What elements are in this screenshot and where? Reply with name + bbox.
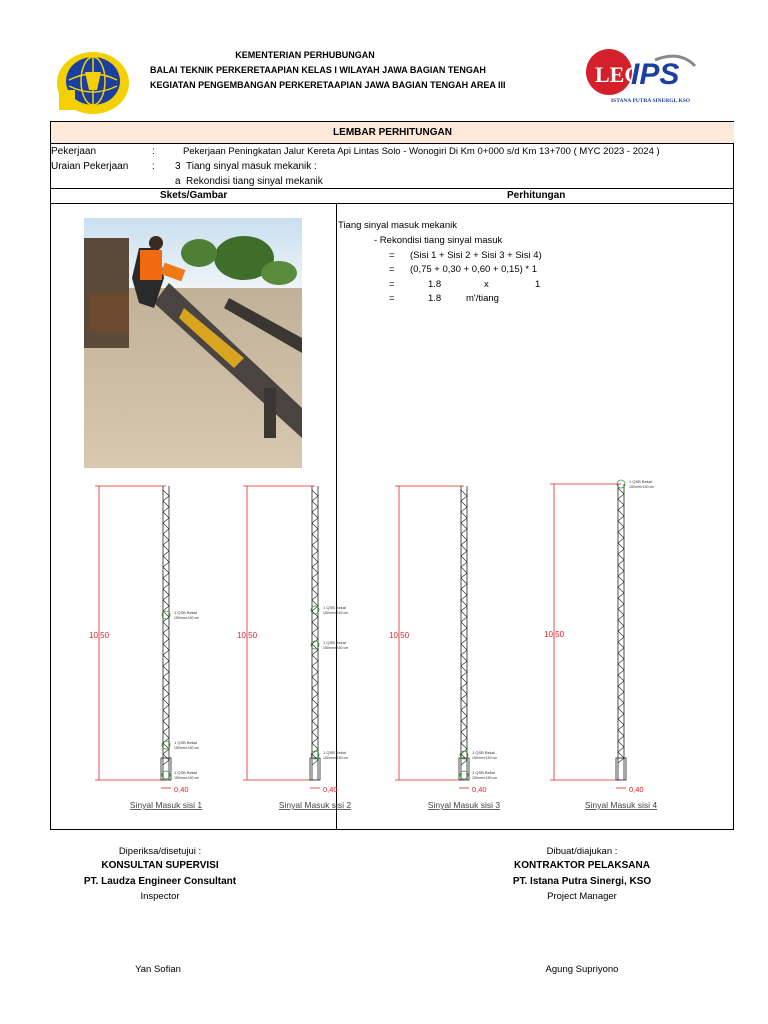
contractor-logo-caption: ISTANA PUTRA SINERGI, KSO [611,98,691,104]
right-signature-title: Project Manager [547,891,617,902]
tower-brace-2 [312,556,318,562]
tower-brace-2 [312,743,318,749]
tower-brace-1 [163,589,169,595]
calc-line-5-a: 1.8 [428,279,442,290]
tower-brace-4 [618,609,624,615]
tower-brace-2 [312,655,318,661]
tower-brace-4 [618,593,624,598]
tower-brace-4 [618,615,624,620]
tower-brace-4 [618,670,624,675]
site-photo [84,218,302,468]
tower-brace-1 [163,573,169,578]
tower-brace-4 [618,758,624,763]
tower-caption-1: Sinyal Masuk sisi 1 [129,800,203,810]
tower-brace-4 [618,494,624,499]
tower-brace-2 [312,721,318,727]
tower-brace-2 [312,710,318,716]
tower-brace-4 [618,560,624,565]
tower-brace-3 [461,633,467,639]
callout-sub-1: 150mm×150 cm [174,616,200,620]
tower-brace-4 [618,741,624,747]
tower-brace-4 [618,703,624,708]
tower-brace-3 [461,622,467,628]
tower-brace-4 [618,642,624,648]
tower-brace-4 [618,675,624,681]
callout-label-1: 1 QSB Bekal [174,740,197,745]
tower-brace-2 [312,595,318,600]
tower-brace-4 [618,631,624,637]
tower-brace-1 [163,562,169,567]
tower-brace-1 [163,529,169,534]
tower-brace-2 [312,727,318,732]
tower-brace-4 [618,527,624,532]
tower-brace-1 [163,666,169,672]
tower-brace-3 [461,573,467,578]
sheet-title: LEMBAR PERHITUNGAN [51,122,734,144]
tower-brace-1 [163,716,169,721]
tower-brace-1 [163,655,169,661]
column-header-sketch: Skets/Gambar [160,190,228,201]
tower-brace-3 [461,589,467,595]
tower-brace-3 [461,677,467,683]
tower-brace-1 [163,732,169,738]
tower-brace-3 [461,496,467,501]
tower-brace-3 [461,540,467,545]
height-label-1: 10,50 [89,631,110,640]
uraian-number: 3 [175,161,181,172]
tower-brace-1 [163,677,169,683]
sub-item-letter: a [175,176,181,187]
tower-brace-3 [461,490,467,496]
callout-sub-2: 150mm×150 cm [323,756,349,760]
tower-brace-4 [618,549,624,554]
tower-brace-4 [618,714,624,719]
height-label-4: 10,50 [544,630,565,639]
tower-brace-3 [461,578,467,584]
callout-sub-1: 150mm×150 cm [174,746,200,750]
base-label-2: 0,40 [323,785,338,794]
tower-brace-4 [618,725,624,730]
tower-brace-3 [461,556,467,562]
tower-brace-1 [163,534,169,540]
tower-brace-2 [312,672,318,677]
tower-brace-4 [618,576,624,582]
tower-brace-1 [163,523,169,529]
tower-brace-3 [461,666,467,672]
tower-brace-4 [618,532,624,538]
tower-brace-2 [312,694,318,699]
svg-text:LEC: LEC [595,62,641,87]
tower-brace-2 [312,534,318,540]
tower-brace-2 [312,589,318,595]
tower-brace-1 [163,600,169,606]
tower-brace-4 [618,587,624,593]
tower-brace-2 [312,677,318,683]
svg-text:IPS: IPS [631,58,680,91]
tower-brace-2 [312,617,318,622]
tower-brace-2 [312,523,318,529]
tower-brace-4 [618,659,624,664]
calc-eq-4: = [389,264,395,275]
tower-brace-3 [461,529,467,534]
tower-brace-2 [312,699,318,705]
tower-brace-4 [618,697,624,703]
tower-brace-1 [163,556,169,562]
tower-brace-3 [461,672,467,677]
callout-label-1: 1 QSB Bekal [174,610,197,615]
tower-brace-1 [163,727,169,732]
tower-brace-3 [461,512,467,518]
tower-brace-1 [163,490,169,496]
tower-base-2 [310,758,320,780]
tower-brace-3 [461,628,467,633]
tower-brace-1 [163,699,169,705]
calc-line-4: (0,75 + 0,30 + 0,60 + 0,15) * 1 [410,264,538,275]
tower-brace-1 [163,672,169,677]
tower-brace-1 [163,705,169,710]
tower-brace-1 [163,760,169,765]
tower-brace-1 [163,754,169,760]
right-signature-role: Dibuat/diajukan : [546,846,618,857]
tower-brace-1 [163,512,169,518]
callout-label-2: 1 QSB Bekal [323,640,346,645]
tower-brace-4 [618,664,624,670]
tower-brace-4 [618,510,624,516]
uraian-label: Uraian Pekerjaan [51,161,129,172]
tower-brace-3 [461,523,467,529]
left-signature-name: Yan Sofian [135,964,181,975]
tower-brace-3 [461,727,467,732]
tower-caption-4: Sinyal Masuk sisi 4 [584,800,658,810]
tower-brace-4 [618,708,624,714]
tower-brace-4 [618,620,624,626]
tower-brace-4 [618,626,624,631]
calc-eq-6: = [389,293,395,304]
tower-brace-4 [618,637,624,642]
calc-line-3: (Sisi 1 + Sisi 2 + Sisi 3 + Sisi 4) [410,250,542,261]
tower-brace-4 [618,499,624,505]
tower-brace-1 [163,683,169,688]
calc-line-2: - Rekondisi tiang sinyal masuk [374,235,503,246]
tower-brace-3 [461,705,467,710]
ministry-logo [55,50,131,116]
callout-sub-4: 150mm×150 cm [629,485,655,489]
callout-sub-3: 150mm×150 cm [472,756,498,760]
tower-brace-3 [461,710,467,716]
tower-brace-2 [312,683,318,688]
tower-brace-4 [618,653,624,659]
tower-brace-3 [461,699,467,705]
callout-sub-1: 150mm×150 cm [174,776,200,780]
tower-brace-1 [163,633,169,639]
tower-brace-1 [163,749,169,754]
tower-brace-1 [163,721,169,727]
calc-line-5-b: 1 [535,279,541,290]
tower-brace-3 [461,562,467,567]
calc-line-6-a: 1.8 [428,293,442,304]
tower-brace-1 [163,738,169,743]
tower-brace-3 [461,716,467,721]
tower-brace-4 [618,648,624,653]
tower-brace-3 [461,584,467,589]
tower-brace-3 [461,551,467,556]
tower-brace-1 [163,688,169,694]
tower-brace-3 [461,617,467,622]
base-label-4: 0,40 [629,785,644,794]
tower-brace-3 [461,518,467,523]
tower-brace-2 [312,633,318,639]
signal-tower-drawings [51,470,734,820]
tower-brace-4 [618,543,624,549]
tower-brace-4 [618,604,624,609]
tower-brace-3 [461,611,467,617]
callout-sub-2: 150mm×150 cm [323,646,349,650]
tower-brace-3 [461,595,467,600]
tower-brace-2 [312,501,318,507]
tower-brace-4 [618,554,624,560]
tower-brace-2 [312,490,318,496]
uraian-colon: : [152,161,155,172]
tower-brace-2 [312,688,318,694]
tower-brace-2 [312,507,318,512]
pekerjaan-value: Pekerjaan Peningkatan Jalur Kereta Api Lintas Solo - Wonogiri Di Km 0+000 s/d Km 13+700 ( MYC 2023 - 2024 ) [183,146,660,157]
tower-brace-1 [163,628,169,633]
tower-brace-3 [461,639,467,644]
tower-brace-2 [312,578,318,584]
pekerjaan-label: Pekerjaan [51,146,97,157]
tower-brace-3 [461,688,467,694]
tower-brace-2 [312,512,318,518]
callout-label-4: 1 QSB Bekal [629,479,652,484]
left-signature-title: Inspector [140,891,180,902]
calc-eq-3: = [389,250,395,261]
column-header-calculation: Perhitungan [507,190,566,201]
tower-brace-3 [461,743,467,749]
tower-brace-4 [618,521,624,527]
tower-brace-4 [618,692,624,697]
tower-brace-2 [312,732,318,738]
tower-brace-1 [163,639,169,644]
tower-brace-4 [618,571,624,576]
tower-brace-2 [312,760,318,765]
tower-brace-2 [312,600,318,606]
tower-brace-1 [163,551,169,556]
calc-line-1: Tiang sinyal masuk mekanik [338,220,457,231]
left-signature-org: KONSULTAN SUPERVISI [101,860,219,871]
tower-caption-2: Sinyal Masuk sisi 2 [278,800,352,810]
tower-brace-1 [163,501,169,507]
tower-brace-2 [312,716,318,721]
callout-label-2: 1 QSB Bekal [323,750,346,755]
left-signature-role: Diperiksa/disetujui : [118,846,202,857]
tower-brace-2 [312,540,318,545]
tower-brace-3 [461,738,467,743]
tower-brace-3 [461,650,467,655]
tower-brace-4 [618,730,624,736]
tower-brace-4 [618,686,624,692]
tower-brace-2 [312,738,318,743]
activity-name: KEGIATAN PENGEMBANGAN PERKERETAAPIAN JAWA BAGIAN TENGAH AREA III [150,80,506,90]
tower-brace-3 [461,545,467,551]
tower-brace-2 [312,545,318,551]
tower-brace-3 [461,606,467,611]
tower-brace-3 [461,644,467,650]
left-signature-company: PT. Laudza Engineer Consultant [83,876,237,887]
right-signature-org: KONTRAKTOR PELAKSANA [514,860,650,871]
right-signature-company: PT. Istana Putra Sinergi, KSO [512,876,652,887]
tower-brace-4 [618,736,624,741]
tower-brace-4 [618,488,624,494]
base-label-3: 0,40 [472,785,487,794]
base-label-1: 0,40 [174,785,189,794]
calc-eq-5: = [389,279,395,290]
tower-brace-2 [312,496,318,501]
tower-brace-1 [163,545,169,551]
tower-brace-4 [618,719,624,725]
tower-brace-1 [163,617,169,622]
tower-brace-3 [461,683,467,688]
tower-brace-2 [312,622,318,628]
tower-brace-3 [461,694,467,699]
tower-brace-3 [461,567,467,573]
tower-brace-3 [461,507,467,512]
tower-brace-4 [618,598,624,604]
tower-brace-1 [163,518,169,523]
office-name: BALAI TEKNIK PERKERETAAPIAN KELAS I WILAYAH JAWA BAGIAN TENGAH [150,65,486,75]
tower-brace-4 [618,565,624,571]
tower-brace-2 [312,567,318,573]
right-signature-name: Agung Supriyono [545,964,619,975]
tower-brace-1 [163,540,169,545]
tower-brace-2 [312,518,318,523]
callout-label-2: 1 QSB Bekal [323,605,346,610]
tower-brace-4 [618,516,624,521]
tower-brace-4 [618,505,624,510]
tower-brace-1 [163,622,169,628]
tower-brace-2 [312,661,318,666]
tower-brace-3 [461,534,467,540]
divider-columns-top [51,188,734,189]
tower-brace-4 [618,747,624,752]
tower-brace-4 [618,582,624,587]
tower-brace-1 [163,578,169,584]
height-label-3: 10,50 [389,631,410,640]
height-label-2: 10,50 [237,631,258,640]
sub-item-value: Rekondisi tiang sinyal mekanik [186,176,323,187]
tower-brace-2 [312,628,318,633]
pekerjaan-colon: : [152,146,155,157]
tower-brace-1 [163,496,169,501]
tower-brace-3 [461,732,467,738]
tower-brace-2 [312,529,318,534]
tower-brace-2 [312,705,318,710]
tower-brace-1 [163,584,169,589]
tower-brace-1 [163,606,169,611]
callout-label-3: 1 QSB Bekal [472,750,495,755]
tower-brace-3 [461,501,467,507]
tower-brace-1 [163,694,169,699]
ministry-name: KEMENTERIAN PERHUBUNGAN [235,50,375,60]
calc-line-5-x: x [484,279,489,290]
tower-brace-3 [461,655,467,661]
tower-brace-2 [312,551,318,556]
tower-brace-3 [461,721,467,727]
callout-sub-2: 150mm×150 cm [323,611,349,615]
tower-brace-3 [461,600,467,606]
uraian-value: Tiang sinyal masuk mekanik : [186,161,317,172]
tower-brace-1 [163,710,169,716]
tower-brace-2 [312,650,318,655]
tower-brace-1 [163,595,169,600]
tower-brace-2 [312,584,318,589]
tower-brace-4 [618,681,624,686]
tower-brace-1 [163,507,169,512]
callout-sub-3: 150mm×150 cm [472,776,498,780]
contractor-logo [585,40,705,112]
tower-brace-2 [312,573,318,578]
tower-base-4 [616,758,626,780]
tower-brace-1 [163,661,169,666]
tower-brace-3 [461,661,467,666]
callout-label-3: 1 QSB Bekal [472,770,495,775]
callout-label-1: 1 QSB Bekal [174,770,197,775]
tower-brace-4 [618,538,624,543]
tower-brace-1 [163,644,169,650]
tower-brace-2 [312,666,318,672]
tower-brace-4 [618,752,624,758]
tower-brace-1 [163,650,169,655]
tower-brace-3 [461,760,467,765]
tower-brace-2 [312,562,318,567]
tower-caption-3: Sinyal Masuk sisi 3 [427,800,501,810]
tower-brace-1 [163,567,169,573]
divider-columns-bottom [51,203,734,204]
calc-line-6-unit: m'/tiang [466,293,499,304]
